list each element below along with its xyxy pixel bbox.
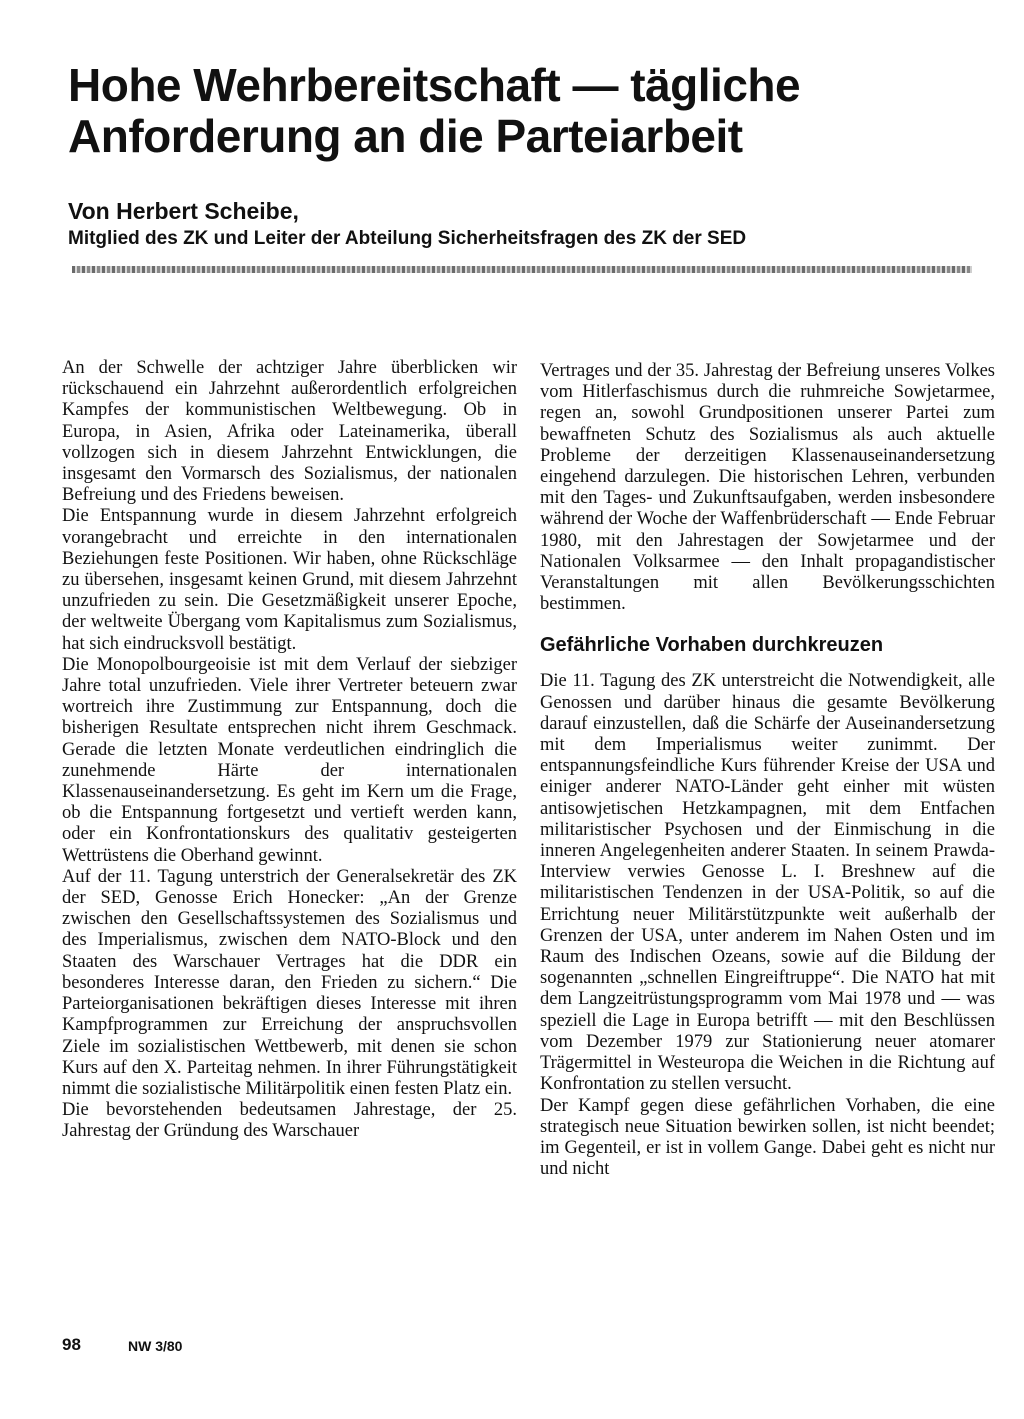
paragraph: Die Monopolbourgeoisie ist mit dem Verlauf der siebziger Jahre total unzufrieden. Viele ihrer Vertreter beteuern zwar wortreich ihre Zustimmung zur Entspannung, doch die bisherigen Resultate entsprechen nicht ihrem Geschmack. Gerade die letzten Monate verdeutlichen eindringlich die zunehmende Härte der internationalen Klassenauseinandersetzung. Es geht im Kern um die Frage, ob die Entspannung fortgesetzt und vertieft werden kann, oder ein Konfrontationskurs des qualitativ gesteigerten Wettrüstens die Oberhand gewinnt.	[62, 654, 517, 866]
article-title	[68, 60, 968, 162]
paragraph: Der Kampf gegen diese gefährlichen Vorhaben, die eine strategisch neue Situation bewirken sollen, ist nicht beendet; im Gegenteil, er ist in vollem Gange. Dabei geht es nicht nur und nicht	[540, 1095, 995, 1180]
section-heading: Gefährliche Vorhaben durchkreuzen	[540, 634, 884, 657]
paragraph: Die Entspannung wurde in diesem Jahrzehnt erfolgreich vorangebracht und erreichte in den internationalen Beziehungen feste Positionen. Wir haben, ohne Rückschläge zu übersehen, insgesamt keinen Grund, mit diesem Jahrzehnt unzufrieden zu sein. Die Gesetzmäßigkeit unserer Epoche, der weltweite Übergang vom Kapitalismus zum Sozialismus, hat sich eindrucksvoll bestätigt.	[62, 506, 517, 654]
paragraph: Die 11. Tagung des ZK unterstreicht die Notwendigkeit, alle Genossen und darüber hinaus die gesamte Bevölkerung darauf einzustellen, daß die Schärfe der Auseinandersetzung mit dem Imperialismus weiter zunimmt. Der entspannungsfeindliche Kurs führender Kreise der USA und einiger anderer NATO-Länder geht einher mit wüsten antisowjetischen Hetzkampagnen, mit dem Entfachen militaristischer Psychosen und der Einmischung in die inneren Angelegenheiten anderer Staaten. In seinem Prawda-Interview verwies Genosse L. I. Breshnew auf die militaristischen Tendenzen in der USA-Politik, so auf die Errichtung neuer Militärstützpunkte weit außerhalb der Grenzen der USA, unter anderem im Nahen Osten und im Raum des Indischen Ozeans, sowie auf die Bildung der sogenannten „schnellen Eingreiftruppe“. Die NATO hat mit dem Langzeitrüstungsprogramm vom Mai 1978 und — was speziell die Lage in Europa betrifft — mit den Beschlüssen vom Dezember 1979 zur Stationierung neuer atomarer Trägermittel in Westeuropa die Weichen in die Richtung auf Konfrontation zu stellen versucht.	[540, 671, 995, 1095]
issue-label: NW 3/80	[128, 1338, 183, 1354]
paragraph: Vertrages und der 35. Jahrestag der Befreiung unseres Volkes vom Hitlerfaschismus durch die ruhmreiche Sowjetarmee, regen an, sowohl Grundpositionen unserer Partei zum bewaffneten Schutz des Sozialismus als auch aktuelle Probleme der derzeitigen Klassenauseinandersetzung eingehend darzulegen. Die historischen Lehren, verbunden mit den Tages- und Zukunftsaufgaben, werden insbesondere während der Woche der Waffenbrüderschaft — Ende Februar 1980, mit den Jahrestagen der Sowjetarmee und der Nationalen Volksarmee — den Inhalt propagandistischer Veranstaltungen mit allen Bevölkerungsschichten bestimmen.	[540, 361, 995, 615]
right-column	[540, 361, 995, 1180]
title-line-2: Anforderung an die Parteiarbeit	[68, 110, 743, 162]
author-name: Von Herbert Scheibe,	[68, 198, 299, 224]
paragraph: Auf der 11. Tagung unterstrich der Generalsekretär des ZK der SED, Genosse Erich Honecker: „An der Grenze zwischen den Gesellschaftssystemen des Sozialismus und des Imperialismus, zwischen dem NATO-Block und den Staaten des Warschauer Vertrages hat die DDR ein besonderes Interesse daran, den Frieden zu sichern.“ Die Parteiorganisationen bekräftigen dieses Interesse mit ihren Kampfprogrammen zur Erreichung der anspruchsvollen Ziele im sozialistischen Wettbewerb, mit denen sie schon Kurs auf den X. Parteitag nehmen. In ihrer Führungstätigkeit nimmt die sozialistische Militärpolitik einen festen Platz ein.	[62, 866, 517, 1099]
divider-rule	[72, 266, 972, 273]
page-number: 98	[62, 1335, 81, 1354]
byline	[68, 196, 968, 252]
paragraph: An der Schwelle der achtziger Jahre überblicken wir rückschauend ein Jahrzehnt außerordentlich erfolgreichen Kampfes der kommunistischen Weltbewegung. Ob in Europa, in Asien, Afrika oder Lateinamerika, überall vollzogen sich in diesem Jahrzehnt Entwicklungen, die insgesamt den Vormarsch des Sozialismus, der nationalen Befreiung und des Friedens beweisen.	[62, 358, 517, 506]
author-role: Mitglied des ZK und Leiter der Abteilung Sicherheitsfragen des ZK der SED	[68, 228, 747, 249]
left-column	[62, 358, 517, 1143]
paragraph: Die bevorstehenden bedeutsamen Jahrestage, der 25. Jahrestag der Gründung des Warschauer	[62, 1100, 517, 1142]
title-line-1: Hohe Wehrbereitschaft — tägliche	[68, 59, 801, 111]
